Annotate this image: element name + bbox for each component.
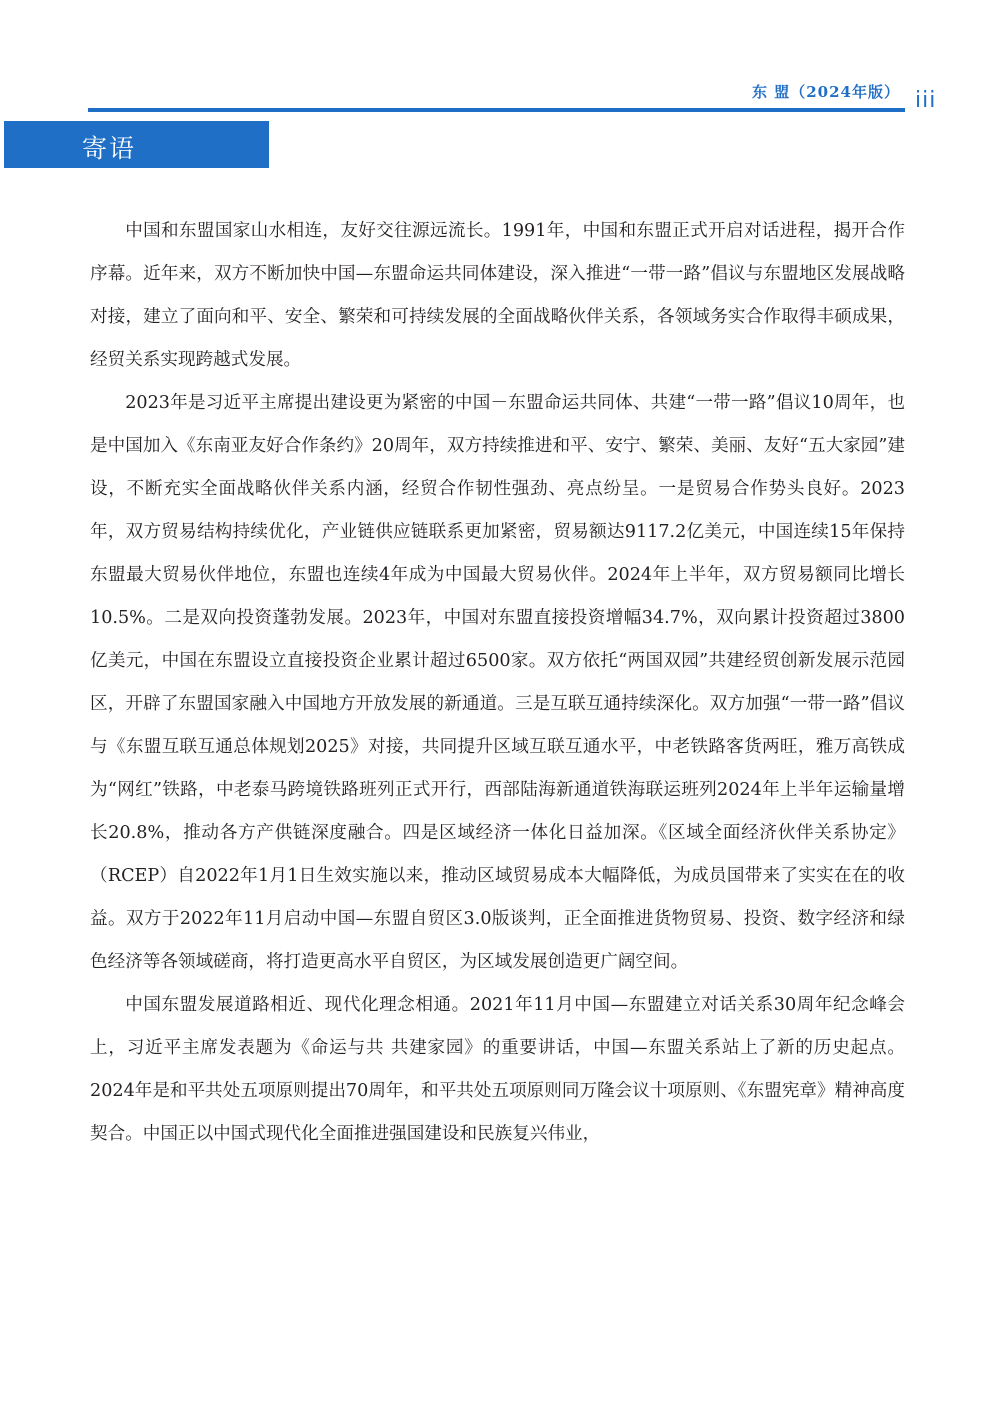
header-rule: [88, 108, 905, 112]
paragraph-3: 中国东盟发展道路相近、现代化理念相通。2021年11月中国—东盟建立对话关系30周年纪念峰会上，习近平主席发表题为《命运与共 共建家园》的重要讲话，中国—东盟关系站上了新的历史起点。2024年是和平共处五项原则提出70周年，和平共处五项原则同万隆会议十项原则、《东盟宪章》精神高度契合。中国正以中国式现代化全面推进强国建设和民族复兴伟业，: [90, 995, 905, 1144]
page-number: iii: [915, 88, 937, 113]
paragraph-1: 中国和东盟国家山水相连，友好交往源远流长。1991年，中国和东盟正式开启对话进程，揭开合作序幕。近年来，双方不断加快中国—东盟命运共同体建设，深入推进“一带一路”倡议与东盟地区发展战略对接，建立了面向和平、安全、繁荣和可持续发展的全面战略伙伴关系，各领域务实合作取得丰硕成果，经贸关系实现跨越式发展。: [90, 221, 905, 370]
section-banner: [4, 121, 269, 168]
running-header-title: 东 盟（2024年版）: [752, 83, 900, 101]
section-title: 寄语: [82, 134, 137, 163]
body-text: [90, 210, 905, 1156]
paragraph-2: 2023年是习近平主席提出建设更为紧密的中国－东盟命运共同体、共建“一带一路”倡议10周年，也是中国加入《东南亚友好合作条约》20周年，双方持续推进和平、安宁、繁荣、美丽、友好“五大家园”建设，不断充实全面战略伙伴关系内涵，经贸合作韧性强劲、亮点纷呈。一是贸易合作势头良好。2023年，双方贸易结构持续优化，产业链供应链联系更加紧密，贸易额达9117.2亿美元，中国连续15年保持东盟最大贸易伙伴地位，东盟也连续4年成为中国最大贸易伙伴。2024年上半年，双方贸易额同比增长10.5%。二是双向投资蓬勃发展。2023年，中国对东盟直接投资增幅34.7%，双向累计投资超过3800亿美元，中国在东盟设立直接投资企业累计超过6500家。双方依托“两国双园”共建经贸创新发展示范园区，开辟了东盟国家融入中国地方开放发展的新通道。三是互联互通持续深化。双方加强“一带一路”倡议与《东盟互联互通总体规划2025》对接，共同提升区域互联互通水平，中老铁路客货两旺，雅万高铁成为“网红”铁路，中老泰马跨境铁路班列正式开行，西部陆海新通道铁海联运班列2024年上半年运输量增长20.8%，推动各方产供链深度融合。四是区域经济一体化日益加深。《区域全面经济伙伴关系协定》（RCEP）自2022年1月1日生效实施以来，推动区域贸易成本大幅降低，为成员国带来了实实在在的收益。双方于2022年11月启动中国—东盟自贸区3.0版谈判，正全面推进货物贸易、投资、数字经济和绿色经济等各领域磋商，将打造更高水平自贸区，为区域发展创造更广阔空间。: [90, 393, 905, 972]
